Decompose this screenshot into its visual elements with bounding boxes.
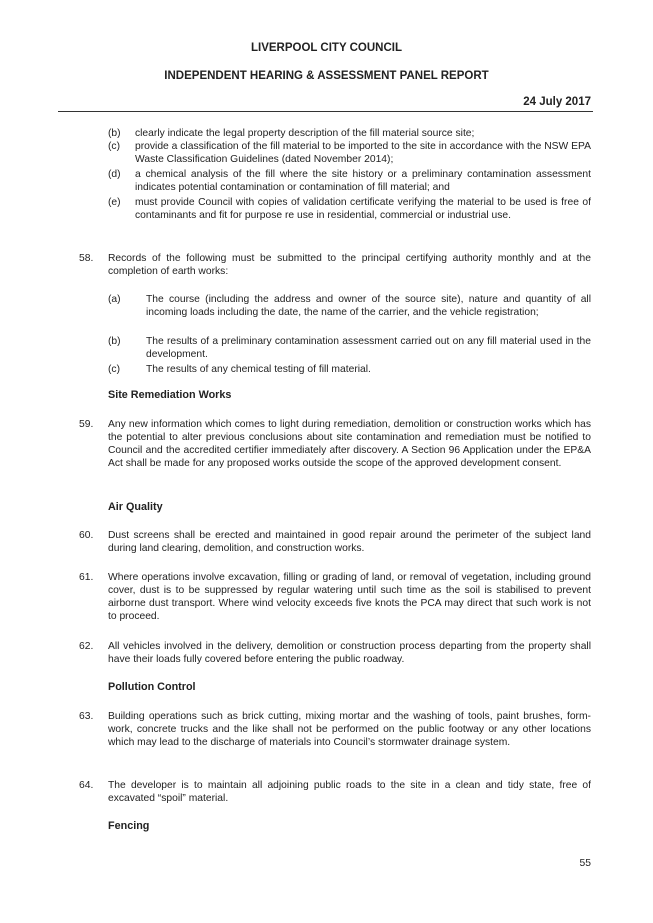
condition-text: All vehicles involved in the delivery, demolition or construction process departing from the property shall have their loads fully covered before entering the public roadway. (108, 641, 591, 665)
report-date: 24 July 2017 (523, 96, 591, 108)
condition-text: The developer is to maintain all adjoining public roads to the site in a clean and tidy state, free of excavated “spoil” material. (108, 780, 591, 804)
list-item-text: provide a classification of the fill material to be imported to the site in accordance with the NSW EPA Waste Classification Guidelines (dated November 2014); (135, 141, 591, 165)
condition-text: Dust screens shall be erected and maintained in good repair around the perimeter of the subject land during land clearing, demolition, and construction works. (108, 530, 591, 554)
condition-text: Building operations such as brick cutting, mixing mortar and the washing of tools, paint brushes, form-work, concrete trucks and the like shall not be performed on the public footway or any other locations which may lead to the discharge of materials into Council’s stormwater drainage system. (108, 711, 591, 748)
condition-number: 58. (79, 253, 94, 264)
section-heading: Pollution Control (108, 681, 196, 693)
list-item-text: The results of any chemical testing of fill material. (146, 364, 371, 375)
list-item-label: (e) (108, 197, 121, 208)
condition-number: 63. (79, 711, 94, 722)
condition-number: 64. (79, 780, 94, 791)
condition-text: Any new information which comes to light during remediation, demolition or construction works which has the potential to alter previous conclusions about site contamination and remediation must be notified to Council and the accredited certifier immediately after discovery. A Section 96 Application under the EP&A Act shall be made for any proposed works outside the scope of the approved development consent. (108, 419, 591, 469)
list-item-label: (a) (108, 294, 121, 305)
list-item-text: clearly indicate the legal property description of the fill material source site; (135, 128, 475, 139)
condition-number: 60. (79, 530, 94, 541)
section-heading: Air Quality (108, 501, 163, 513)
council-title: LIVERPOOL CITY COUNCIL (250, 42, 402, 54)
list-item-label: (b) (108, 336, 121, 347)
list-item-text: The results of a preliminary contamination assessment carried out on any fill material used in the development. (146, 336, 591, 360)
condition-number: 59. (79, 419, 94, 430)
list-item-label: (b) (108, 128, 121, 139)
condition-number: 62. (79, 641, 94, 652)
section-heading: Site Remediation Works (108, 389, 232, 401)
page-number: 55 (579, 858, 591, 869)
report-title: INDEPENDENT HEARING & ASSESSMENT PANEL REPORT (164, 70, 489, 82)
section-heading: Fencing (108, 820, 150, 832)
list-item-text: must provide Council with copies of validation certificate verifying the material to be used is free of contaminants and fit for purpose re use in residential, commercial or industrial use. (135, 197, 591, 221)
list-item-label: (c) (108, 141, 121, 152)
list-item-text: a chemical analysis of the fill where the site history or a preliminary contamination assessment indicates potential contamination or contamination of fill material; and (135, 169, 591, 193)
condition-number: 61. (79, 572, 94, 583)
condition-text: Records of the following must be submitted to the principal certifying authority monthly and at the completion of earth works: (108, 253, 591, 277)
list-item-text: The course (including the address and owner of the source site), nature and quantity of all incoming loads including the date, the name of the carrier, and the vehicle registration; (146, 294, 591, 318)
condition-text: Where operations involve excavation, filling or grading of land, or removal of vegetation, including ground cover, dust is to be suppressed by regular watering until such time as the soil is stabilised to prevent airborne dust transport. Where wind velocity exceeds five knots the PCA may direct that such work is not to proceed. (108, 572, 591, 622)
list-item-label: (c) (108, 364, 121, 375)
header-divider (58, 111, 593, 112)
list-item-label: (d) (108, 169, 121, 180)
